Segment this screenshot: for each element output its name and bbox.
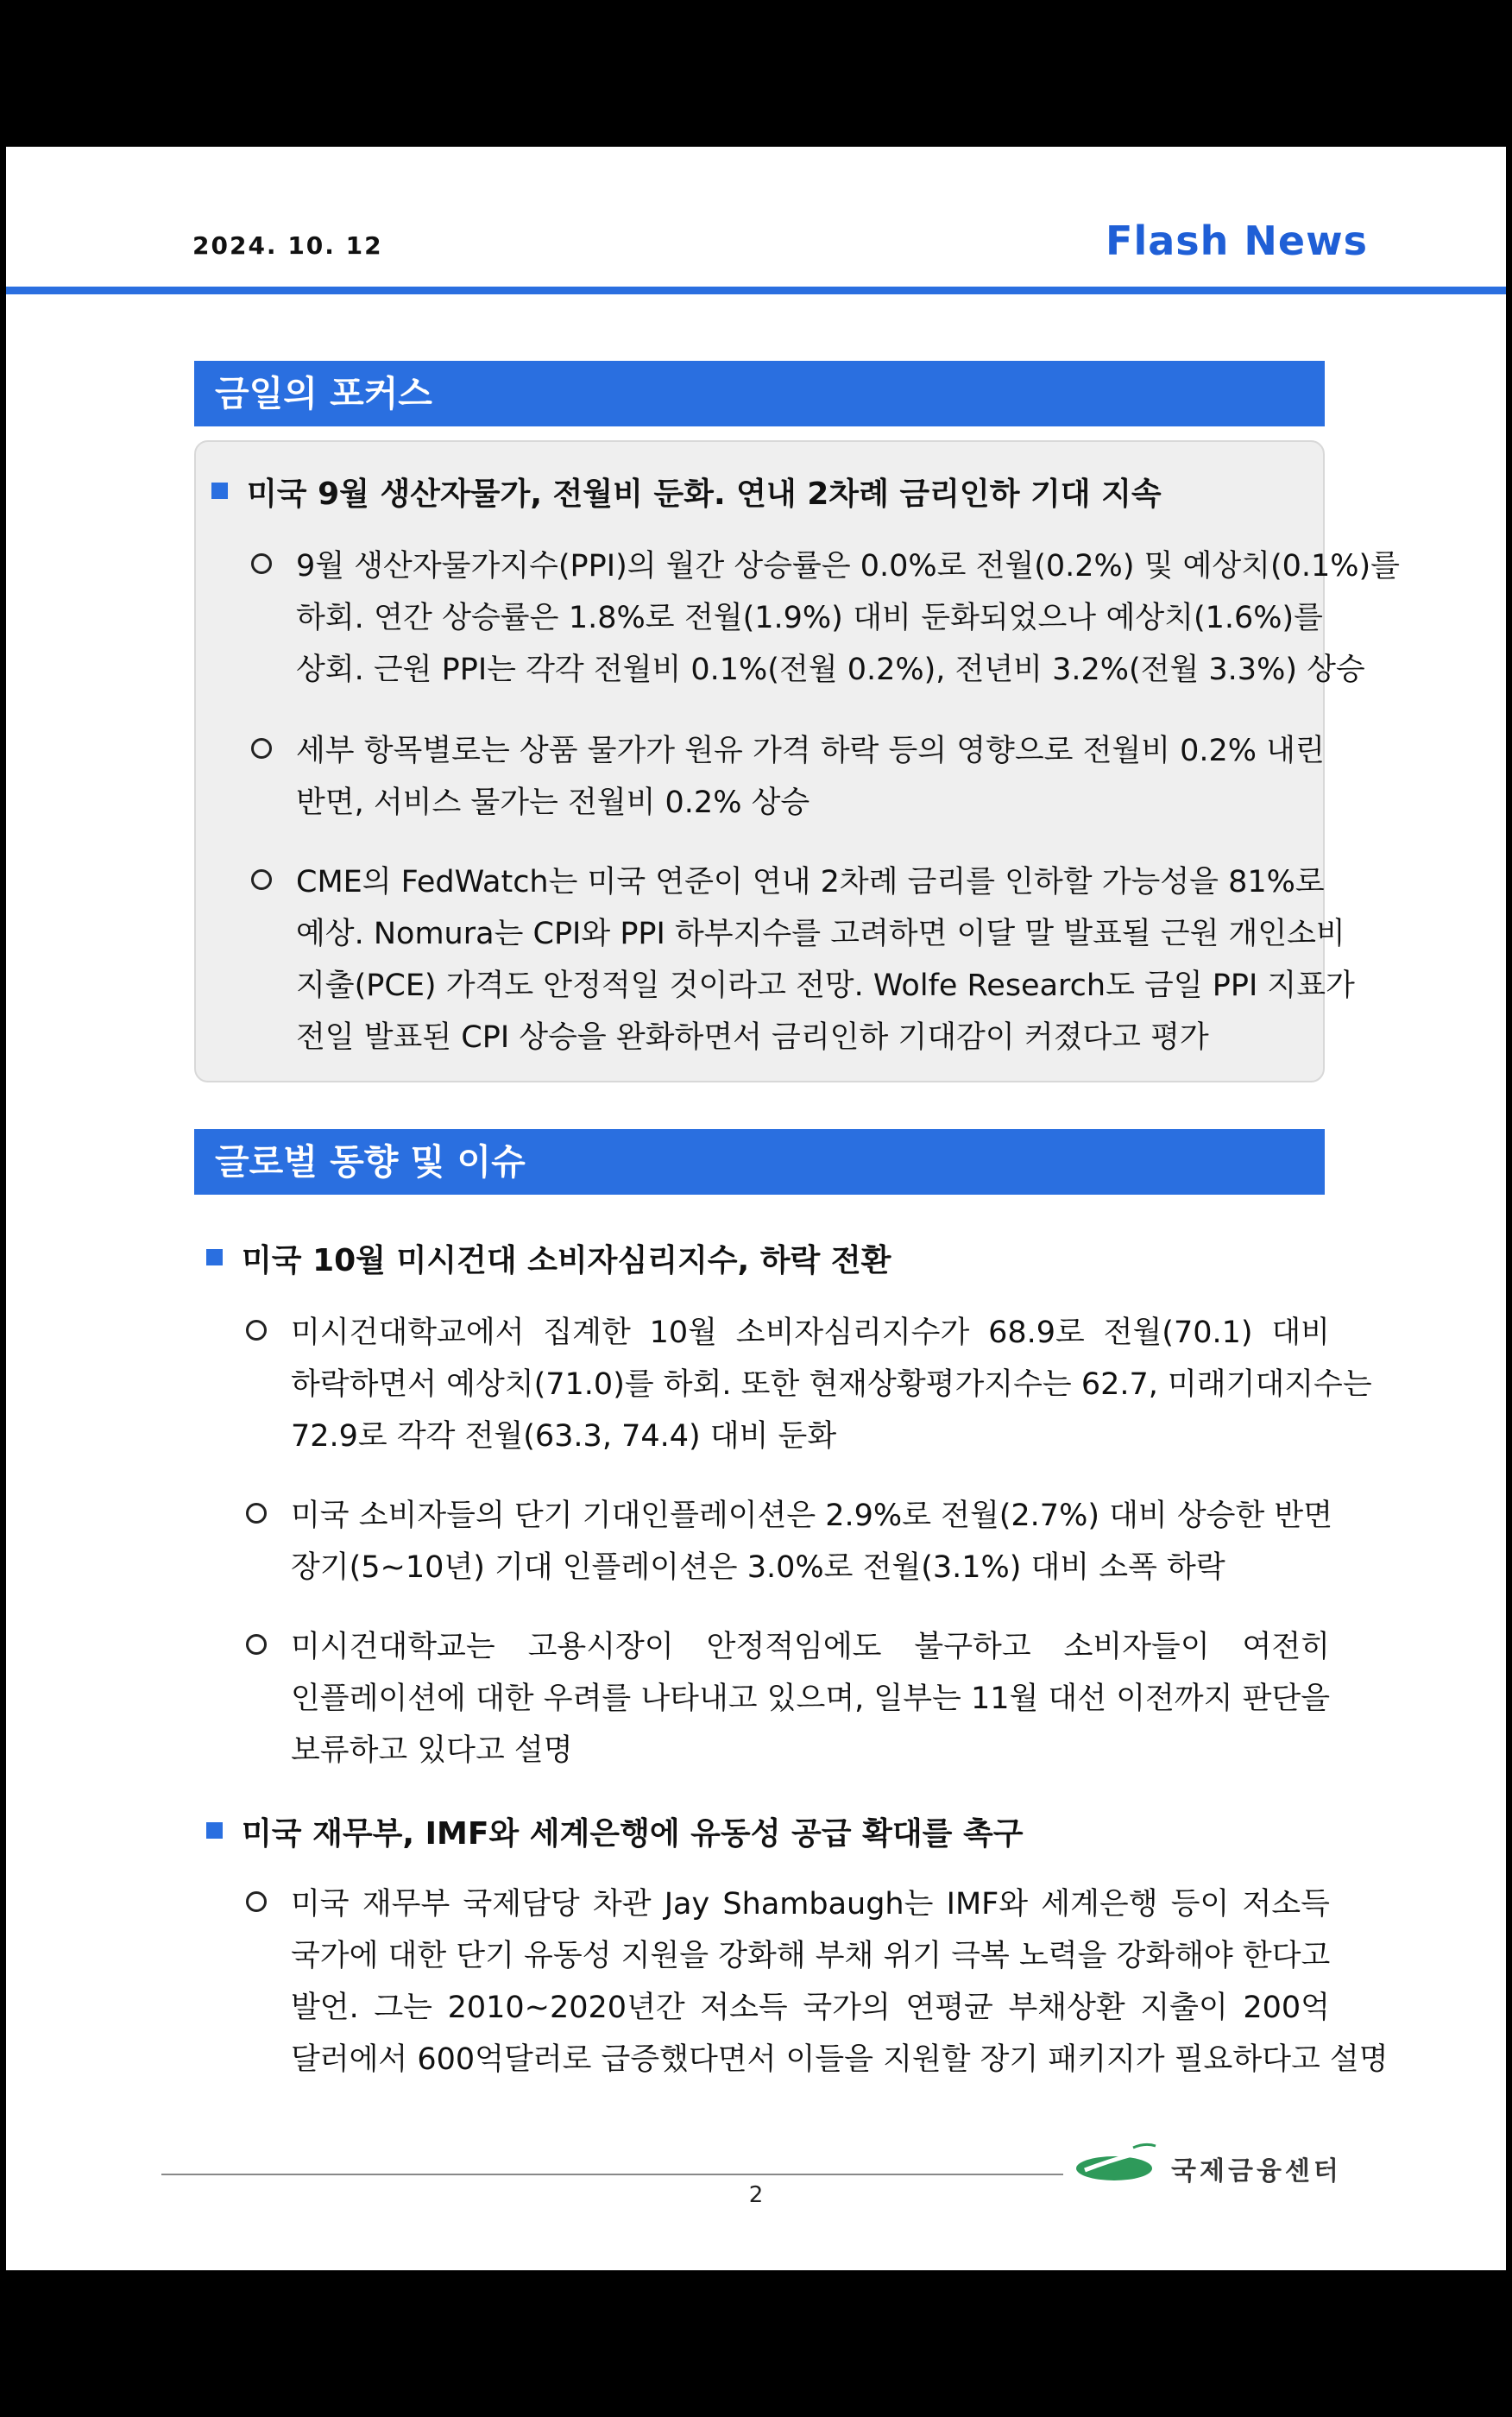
header-rule (6, 287, 1506, 294)
square-bullet-icon (206, 1249, 223, 1265)
flash-news-title: Flash News (1106, 218, 1368, 264)
kcif-logo-icon (1073, 2141, 1168, 2186)
bullet-line: 국가에 대한 단기 유동성 지원을 강화해 부채 위기 극복 노력을 강화해야 한다고 (291, 1939, 1331, 1973)
bullet-line: 상회. 근원 PPI는 각각 전월비 0.1%(전월 0.2%), 전년비 3.2%(전월 3.3%) 상승 (296, 653, 1365, 687)
global-headline-1 (206, 1236, 891, 1280)
organization-name: 국제금융센터 (1171, 2156, 1342, 2187)
focus-bullet-2 (251, 725, 1323, 829)
bullet-line: 인플레이션에 대한 우려를 나타내고 있으며, 일부는 11월 대선 이전까지 판단을 (291, 1682, 1330, 1716)
focus-headline-text: 미국 9월 생산자물가, 전월비 둔화. 연내 2차례 금리인하 기대 지속 (247, 476, 1162, 512)
global-headline-text: 미국 10월 미시건대 소비자심리지수, 하락 전환 (242, 1243, 891, 1278)
bullet-line: 9월 생산자물가지수(PPI)의 월간 상승률은 0.0%로 전월(0.2%) 및 예상치(0.1%)를 (296, 549, 1400, 584)
bullet-line: 달러에서 600억달러로 급증했다면서 이들을 지원할 장기 패키지가 필요하다고 설명 (291, 2042, 1389, 2077)
bullet-line: 미국 소비자들의 단기 기대인플레이션은 2.9%로 전월(2.7%) 대비 상승한 반면 (291, 1499, 1333, 1533)
bullet-line: 미국 재무부 국제담당 차관 Jay Shambaugh는 IMF와 세계은행 등이 저소득 (291, 1887, 1330, 1922)
focus-section-title: 금일의 포커스 (194, 361, 1325, 426)
report-date: 2024. 10. 12 (192, 231, 383, 260)
bullet-line: 보류하고 있다고 설명 (291, 1733, 573, 1768)
focus-bullet-1 (251, 540, 1400, 696)
global-section-title: 글로벌 동향 및 이슈 (194, 1129, 1325, 1195)
footer-rule (161, 2174, 1063, 2175)
circle-bullet-icon (246, 1634, 267, 1655)
circle-bullet-icon (251, 553, 272, 574)
global-bullet-1-3 (246, 1621, 1330, 1776)
bullet-line: 미시건대학교에서 집계한 10월 소비자심리지수가 68.9로 전월(70.1) 대비 (291, 1316, 1330, 1350)
bullet-line: 세부 항목별로는 상품 물가가 원유 가격 하락 등의 영향으로 전월비 0.2% 내린 (296, 734, 1325, 768)
focus-bullet-3 (251, 856, 1355, 1063)
bullet-line: 반면, 서비스 물가는 전월비 0.2% 상승 (296, 786, 810, 820)
bullet-line: 발언. 그는 2010~2020년간 저소득 국가의 연평균 부채상환 지출이 200억 (291, 1991, 1330, 2025)
circle-bullet-icon (251, 869, 272, 890)
global-bullet-1-1 (246, 1307, 1372, 1462)
global-headline-text: 미국 재무부, IMF와 세계은행에 유동성 공급 확대를 촉구 (242, 1816, 1024, 1852)
square-bullet-icon (206, 1822, 223, 1839)
bullet-line: 하락하면서 예상치(71.0)를 하회. 또한 현재상황평가지수는 62.7, 미래기대지수는 (291, 1367, 1372, 1402)
bullet-line: 예상. Nomura는 CPI와 PPI 하부지수를 고려하면 이달 말 발표될 근원 개인소비 (296, 917, 1345, 951)
bullet-line: 전일 발표된 CPI 상승을 완화하면서 금리인하 기대감이 커졌다고 평가 (296, 1020, 1209, 1055)
focus-headline (211, 470, 1162, 514)
document-page (6, 147, 1506, 2270)
bullet-line: 하회. 연간 상승률은 1.8%로 전월(1.9%) 대비 둔화되었으나 예상치(1.6%)를 (296, 601, 1323, 635)
circle-bullet-icon (246, 1320, 267, 1341)
circle-bullet-icon (246, 1891, 267, 1912)
bullet-line: 미시건대학교는 고용시장이 안정적임에도 불구하고 소비자들이 여전히 (291, 1630, 1330, 1664)
circle-bullet-icon (246, 1503, 267, 1524)
global-bullet-1-2 (246, 1490, 1333, 1593)
global-headline-2 (206, 1809, 1024, 1853)
global-bullet-2-1 (246, 1878, 1389, 2086)
circle-bullet-icon (251, 738, 272, 759)
bullet-line: 지출(PCE) 가격도 안정적일 것이라고 전망. Wolfe Research도 금일 PPI 지표가 (296, 969, 1355, 1003)
bullet-line: 72.9로 각각 전월(63.3, 74.4) 대비 둔화 (291, 1419, 837, 1454)
page-number: 2 (748, 2182, 764, 2208)
bullet-line: CME의 FedWatch는 미국 연준이 연내 2차례 금리를 인하할 가능성을 81%로 (296, 865, 1325, 899)
square-bullet-icon (211, 483, 228, 499)
bullet-line: 장기(5~10년) 기대 인플레이션은 3.0%로 전월(3.1%) 대비 소폭 하락 (291, 1550, 1225, 1585)
